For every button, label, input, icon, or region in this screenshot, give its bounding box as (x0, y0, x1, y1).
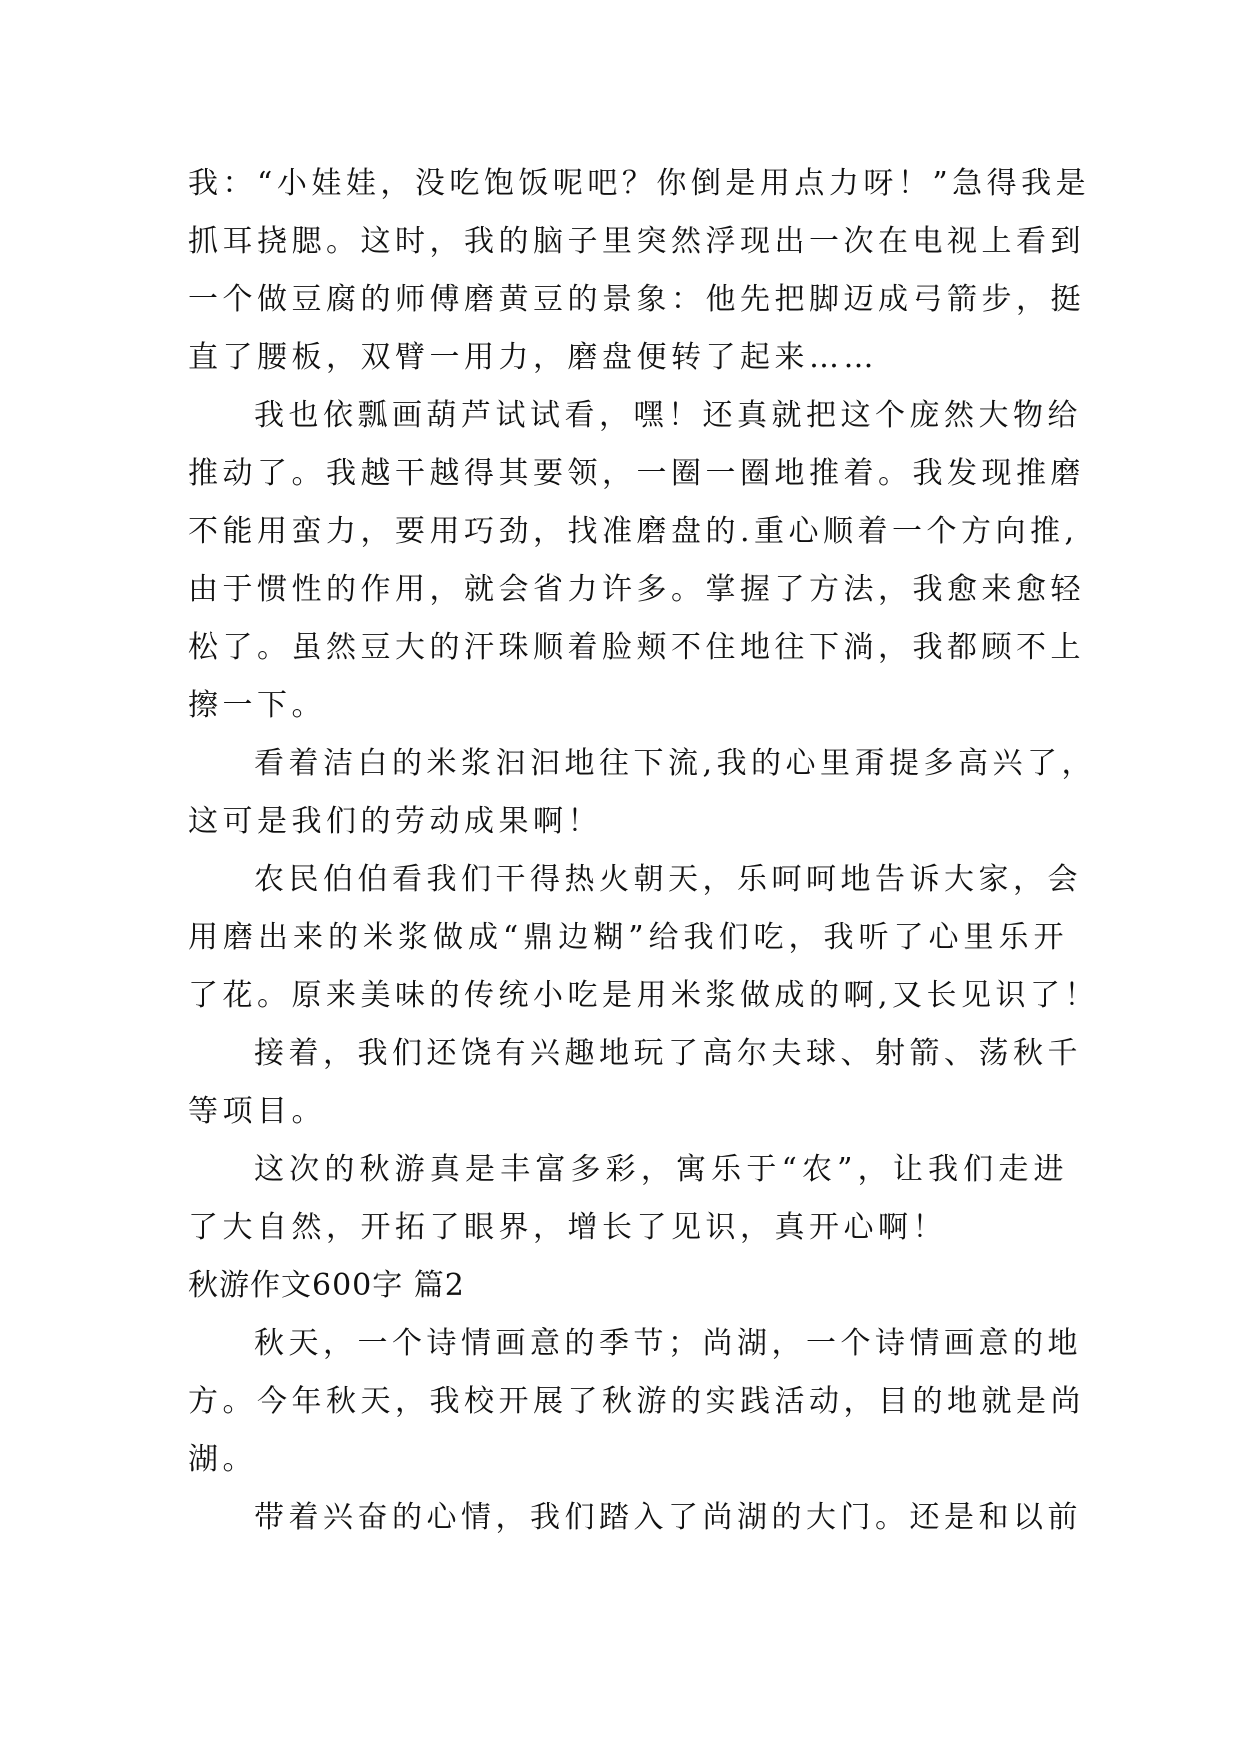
section-heading: 秋游作文600字 篇2 (188, 1268, 465, 1303)
text-line: 方。今年秋天，我校开展了秋游的实践活动，目的地就是尚 (188, 1384, 1085, 1419)
text-line: 看着洁白的米浆汩汩地往下流,我的心里甭提多高兴了， (254, 746, 1097, 781)
text-line: 松了。虽然豆大的汗珠顺着脸颊不住地往下淌，我都顾不上 (188, 630, 1085, 665)
text-line: 带着兴奋的心情，我们踏入了尚湖的大门。还是和以前 (254, 1500, 1082, 1535)
text-line: 湖。 (188, 1442, 257, 1477)
text-line: 抓耳挠腮。这时，我的脑子里突然浮现出一次在电视上看到 (188, 224, 1085, 259)
text-line: 由于惯性的作用，就会省力许多。掌握了方法，我愈来愈轻 (188, 572, 1085, 607)
text-line: 这可是我们的劳动成果啊！ (188, 804, 602, 839)
paragraph (188, 387, 1085, 735)
text-line: 不能用蛮力，要用巧劲，找准磨盘的.重心顺着一个方向推, (188, 514, 1079, 549)
paragraph (188, 1489, 1082, 1547)
text-line: 农民伯伯看我们干得热火朝天，乐呵呵地告诉大家，会 (254, 862, 1082, 897)
paragraph (188, 735, 1097, 851)
text-line: 这次的秋游真是丰富多彩，寓乐于“农”，让我们走进 (254, 1152, 1068, 1187)
text-line: 我也依瓢画葫芦试试看，嘿！还真就把这个庞然大物给 (254, 398, 1082, 433)
text-line: 我：“小娃娃，没吃饱饭呢吧？你倒是用点力呀！”急得我是 (188, 166, 1091, 201)
text-line: 用磨出来的米浆做成“鼎边糊”给我们吃，我听了心里乐开 (188, 920, 1068, 955)
paragraph (188, 1315, 1085, 1489)
text-line: 直了腰板，双臂一用力，磨盘便转了起来…… (188, 340, 878, 375)
text-line: 等项目。 (188, 1094, 326, 1129)
paragraph (188, 1025, 1082, 1141)
text-line: 一个做豆腐的师傅磨黄豆的景象：他先把脚迈成弓箭步，挺 (188, 282, 1085, 317)
text-line: 接着，我们还饶有兴趣地玩了高尔夫球、射箭、荡秋千 (254, 1036, 1082, 1071)
paragraph (188, 1141, 1068, 1257)
document-page (188, 155, 1100, 1547)
paragraph (188, 851, 1100, 1025)
text-line: 推动了。我越干越得其要领，一圈一圈地推着。我发现推磨 (188, 456, 1085, 491)
text-line: 了花。原来美味的传统小吃是用米浆做成的啊,又长见识了！ (188, 978, 1100, 1013)
paragraph (188, 155, 1091, 387)
text-line: 秋天，一个诗情画意的季节；尚湖，一个诗情画意的地 (254, 1326, 1082, 1361)
text-line: 了大自然，开拓了眼界，增长了见识，真开心啊！ (188, 1210, 947, 1245)
text-line: 擦一下。 (188, 688, 326, 723)
